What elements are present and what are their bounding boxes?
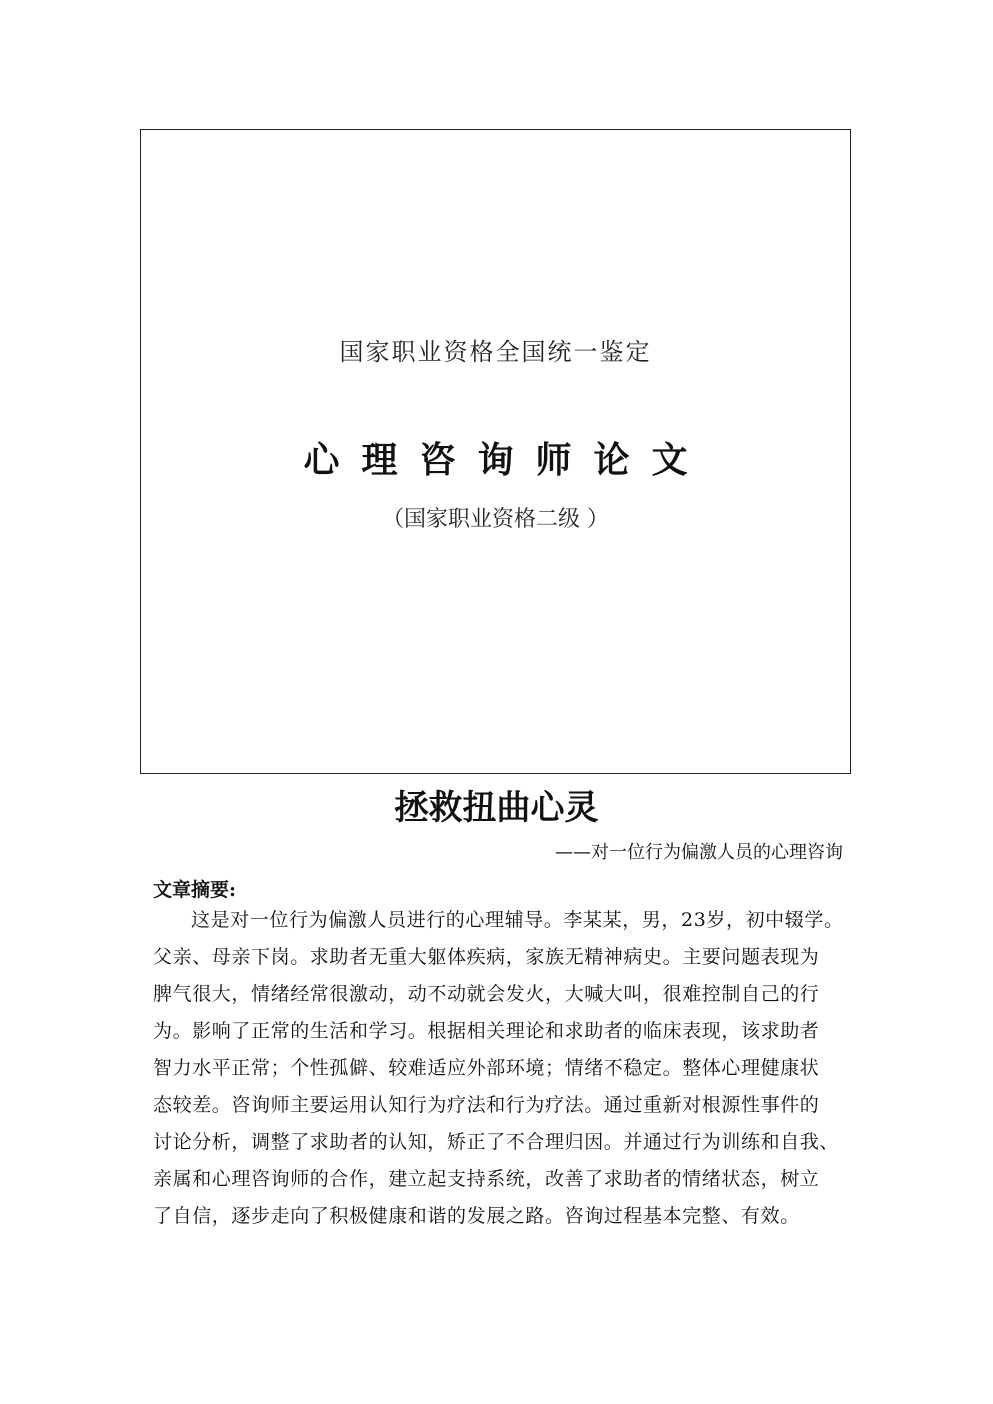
cover-subtitle: 国家职业资格全国统一鉴定 [339, 338, 652, 366]
article-title: 拯救扭曲心灵 [394, 788, 599, 828]
cover-qualification-level: （国家职业资格二级 ） [382, 507, 609, 532]
abstract-line: 态较差。咨询师主要运用认知行为疗法和行为疗法。通过重新对根源性事件的 [153, 1094, 820, 1116]
abstract-line: 讨论分析，调整了求助者的认知，矫正了不合理归因。并通过行为训练和自我、 [153, 1131, 840, 1153]
abstract-line: 脾气很大，情绪经常很激动，动不动就会发火，大喊大叫，很难控制自己的行 [153, 983, 820, 1005]
abstract-body [153, 902, 853, 1235]
article-subtitle: ——对一位行为偏激人员的心理咨询 [555, 842, 843, 863]
abstract-line: 了自信，逐步走向了积极健康和谐的发展之路。咨询过程基本完整、有效。 [153, 1205, 800, 1227]
abstract-line: 为。影响了正常的生活和学习。根据相关理论和求助者的临床表现，该求助者 [153, 1020, 820, 1042]
abstract-line: 父亲、母亲下岗。求助者无重大躯体疾病，家族无精神病史。主要问题表现为 [153, 946, 820, 968]
abstract-line: 亲属和心理咨询师的合作，建立起支持系统，改善了求助者的情绪状态，树立 [153, 1168, 820, 1190]
cover-title: 心理咨询师论文 [303, 440, 710, 481]
abstract-line: 智力水平正常；个性孤僻、较难适应外部环境；情绪不稳定。整体心理健康状 [153, 1057, 820, 1079]
abstract-heading: 文章摘要: [153, 879, 237, 901]
abstract-line: 这是对一位行为偏激人员进行的心理辅导。李某某，男，23岁，初中辍学。 [191, 909, 844, 931]
cover-box [140, 129, 851, 774]
